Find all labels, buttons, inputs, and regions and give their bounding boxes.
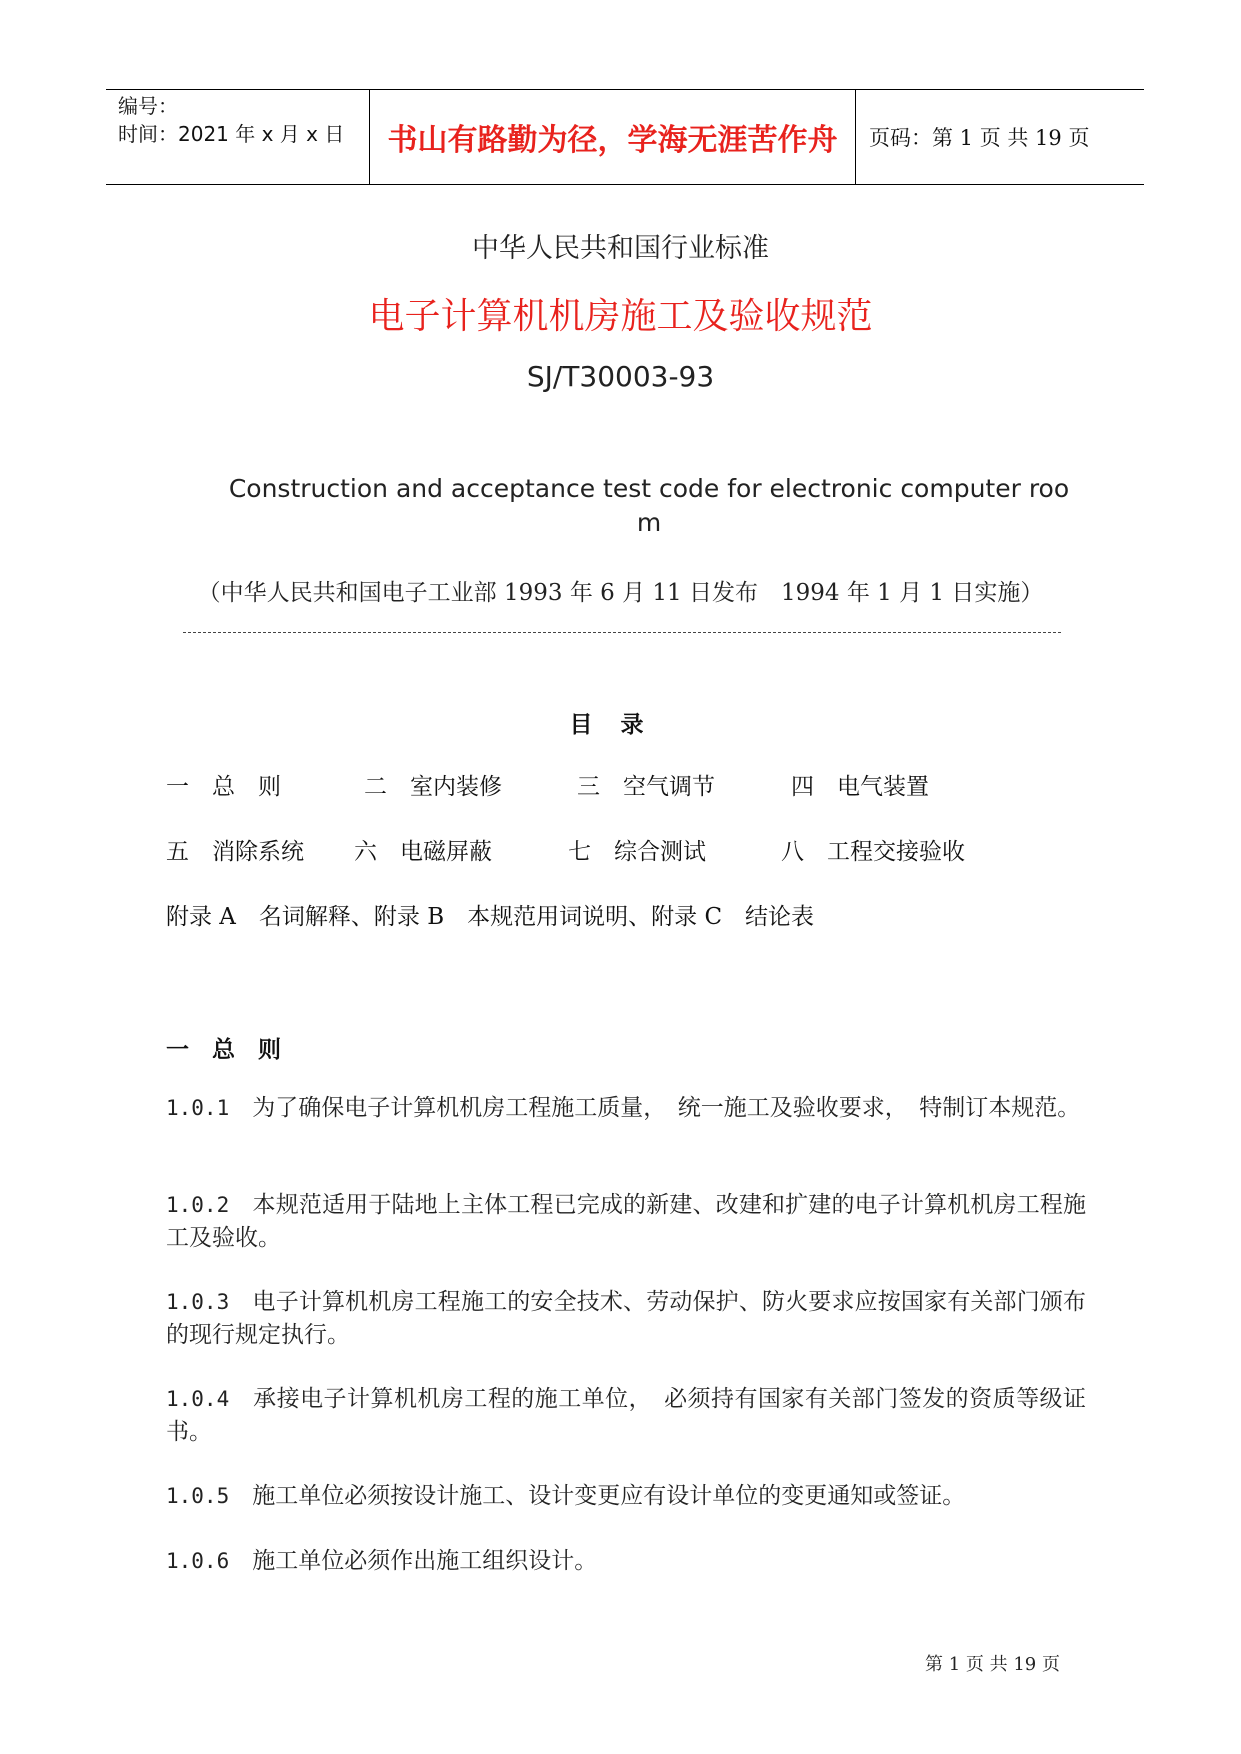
toc-row-3 [166,898,1106,932]
toc-item[interactable]: 一 总 则 [166,774,281,800]
clause-text: 施工单位必须按设计施工、设计变更应有设计单位的变更通知或签证。 [252,1483,966,1509]
clause-number: 1.0.2 [166,1193,230,1217]
clause-number: 1.0.5 [166,1484,230,1508]
clause-paragraph [166,1480,1086,1513]
clause-number: 1.0.4 [166,1387,230,1411]
number-label: 编号： [118,94,178,118]
toc-item[interactable]: 三 空气调节 [577,774,715,800]
clause-text: 本规范适用于陆地上主体工程已完成的新建、改建和扩建的电子计算机机房工程施工及验收。 [166,1192,1086,1251]
english-title: Construction and acceptance test code for electronic computer room [228,474,1070,537]
motto: 书山有路勤为径，学海无涯苦作舟 [370,90,856,184]
clause-text: 施工单位必须作出施工组织设计。 [252,1548,598,1574]
document-header [106,89,1144,185]
document-title: 电子计算机机房施工及验收规范 [368,296,873,337]
clause-number: 1.0.1 [166,1096,230,1120]
toc-item[interactable]: 六 电磁屏蔽 [354,839,492,865]
standard-category: 中华人民共和国行业标准 [472,233,769,264]
clause-paragraph [166,1545,1086,1578]
section-heading: 一 总 则 [166,1036,281,1063]
toc-item[interactable]: 四 电气装置 [791,774,929,800]
toc-appendix-item[interactable]: 附录 A 名词解释、附录 B 本规范用词说明、附录 C 结论表 [166,904,815,930]
clause-paragraph [166,1383,1086,1449]
clause-paragraph [166,1286,1086,1352]
toc-item[interactable]: 七 综合测试 [568,839,706,865]
clause-paragraph [166,1189,1086,1255]
toc-item[interactable]: 二 室内装修 [364,774,502,800]
toc-row-2 [166,833,1106,867]
standard-code: SJ/T30003-93 [526,360,715,393]
toc-item[interactable]: 五 消除系统 [166,839,304,865]
clause-text: 电子计算机机房工程施工的安全技术、劳动保护、防火要求应按国家有关部门颁布的现行规定执行。 [166,1289,1086,1348]
clause-text: 承接电子计算机机房工程的施工单位， 必须持有国家有关部门签发的资质等级证书。 [166,1386,1087,1445]
clause-number: 1.0.3 [166,1290,230,1314]
clause-text: 为了确保电子计算机机房工程施工质量， 统一施工及验收要求， 特制订本规范。 [252,1095,1081,1121]
toc-row-1 [166,768,1106,802]
page-footer: 第 1 页 共 19 页 [925,1654,1060,1675]
toc-heading: 目录 [569,711,672,738]
header-meta-cell [106,90,370,184]
dashed-divider [183,632,1061,633]
publication-info: （中华人民共和国电子工业部 1993 年 6 月 11 日发布 1994 年 1 月 1 日实施） [197,580,1044,606]
time-label: 时间：2021 年 x 月 x 日 [118,122,345,146]
toc-item[interactable]: 八 工程交接验收 [781,839,965,865]
clause-paragraph [166,1092,1086,1125]
clause-number: 1.0.6 [166,1549,230,1573]
page-indicator: 页码：第 1 页 共 19 页 [869,126,1090,150]
